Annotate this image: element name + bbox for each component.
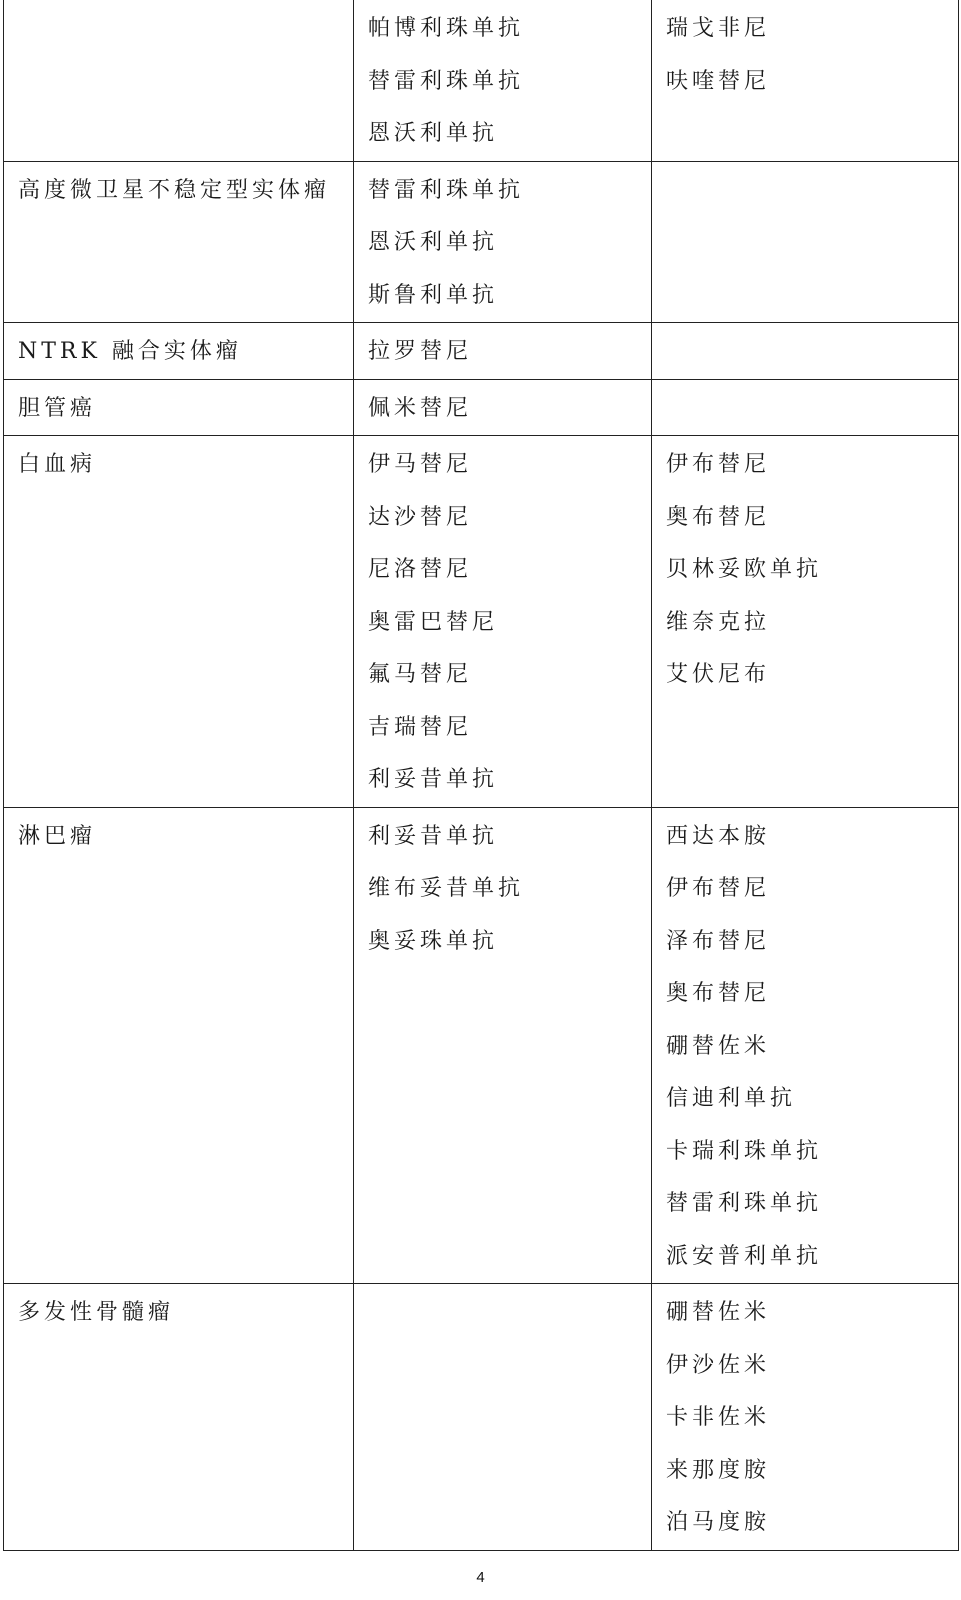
drug-name: 斯鲁利单抗 (368, 282, 499, 308)
table-row (4, 1284, 959, 1551)
drug-name: 泽布替尼 (666, 928, 771, 954)
disease-cell (4, 161, 354, 323)
drug-table (3, 0, 959, 1551)
drug-name: 来那度胺 (666, 1457, 771, 1483)
drug-name: 维布妥昔单抗 (368, 876, 525, 901)
drug-name: 派安普利单抗 (666, 1243, 823, 1269)
disease-cell (4, 0, 354, 161)
drug-name: 帕博利珠单抗 (368, 16, 525, 41)
table-row (4, 161, 959, 323)
table-row (4, 379, 959, 436)
drug-name: 替雷利珠单抗 (368, 177, 525, 203)
disease-name: NTRK 融合实体瘤 (18, 339, 242, 364)
drug-name: 尼洛替尼 (368, 557, 473, 582)
disease-name: 多发性骨髓瘤 (18, 1300, 175, 1325)
drug-name: 瑞戈非尼 (666, 16, 771, 41)
drug-cell-primary (354, 0, 652, 161)
drug-name: 达沙替尼 (368, 504, 473, 530)
drug-name: 伊马替尼 (368, 452, 473, 477)
drug-name: 恩沃利单抗 (368, 230, 499, 255)
drug-name: 伊布替尼 (666, 876, 771, 901)
drug-name: 奥布替尼 (666, 981, 771, 1006)
disease-name (18, 3, 353, 56)
drug-name: 氟马替尼 (368, 662, 473, 687)
drug-name: 卡瑞利珠单抗 (666, 1138, 823, 1164)
drug-name: 利妥昔单抗 (368, 767, 499, 792)
drug-name: 奥布替尼 (666, 504, 771, 530)
drug-cell-secondary (652, 0, 959, 161)
disease-name: 高度微卫星不稳定型实体瘤 (18, 177, 331, 203)
drug-name: 硼替佐米 (666, 1300, 771, 1325)
table-body (4, 0, 959, 1550)
drug-name: 维奈克拉 (666, 609, 771, 635)
drug-name: 泊马度胺 (666, 1510, 771, 1535)
drug-cell-primary (354, 1284, 652, 1551)
disease-name: 淋巴瘤 (18, 823, 97, 849)
drug-cell-secondary (652, 161, 959, 323)
drug-cell-secondary (652, 807, 959, 1284)
drug-name: 西达本胺 (666, 823, 771, 849)
drug-cell-primary (354, 379, 652, 436)
drug-cell-primary (354, 807, 652, 1284)
drug-cell-secondary (652, 1284, 959, 1551)
drug-name: 卡非佐米 (666, 1405, 771, 1430)
table-row (4, 323, 959, 380)
drug-name: 呋喹替尼 (666, 68, 771, 94)
disease-cell (4, 807, 354, 1284)
table-row (4, 807, 959, 1284)
drug-name: 艾伏尼布 (666, 662, 771, 687)
drug-name: 伊布替尼 (666, 452, 771, 477)
drug-cell-secondary (652, 379, 959, 436)
drug-cell-secondary (652, 323, 959, 380)
drug-name: 替雷利珠单抗 (666, 1191, 823, 1216)
disease-cell (4, 1284, 354, 1551)
drug-cell-primary (354, 436, 652, 808)
disease-name: 白血病 (18, 452, 97, 477)
disease-cell (4, 379, 354, 436)
disease-cell (4, 436, 354, 808)
page-number: 4 (476, 1569, 485, 1586)
disease-name: 胆管癌 (18, 395, 97, 421)
drug-cell-secondary (652, 436, 959, 808)
drug-name: 吉瑞替尼 (368, 714, 473, 740)
drug-cell-primary (354, 323, 652, 380)
table-row (4, 0, 959, 161)
drug-name: 硼替佐米 (666, 1033, 771, 1059)
drug-name: 替雷利珠单抗 (368, 68, 525, 94)
drug-name: 伊沙佐米 (666, 1352, 771, 1378)
drug-name: 奥雷巴替尼 (368, 609, 499, 635)
drug-cell-primary (354, 161, 652, 323)
drug-name: 信迪利单抗 (666, 1086, 797, 1111)
table-row (4, 436, 959, 808)
drug-name: 奥妥珠单抗 (368, 928, 499, 954)
drug-name: 利妥昔单抗 (368, 823, 499, 849)
drug-name: 恩沃利单抗 (368, 121, 499, 146)
drug-name: 贝林妥欧单抗 (666, 557, 823, 582)
disease-cell (4, 323, 354, 380)
drug-name: 佩米替尼 (368, 395, 473, 421)
drug-name: 拉罗替尼 (368, 339, 473, 364)
